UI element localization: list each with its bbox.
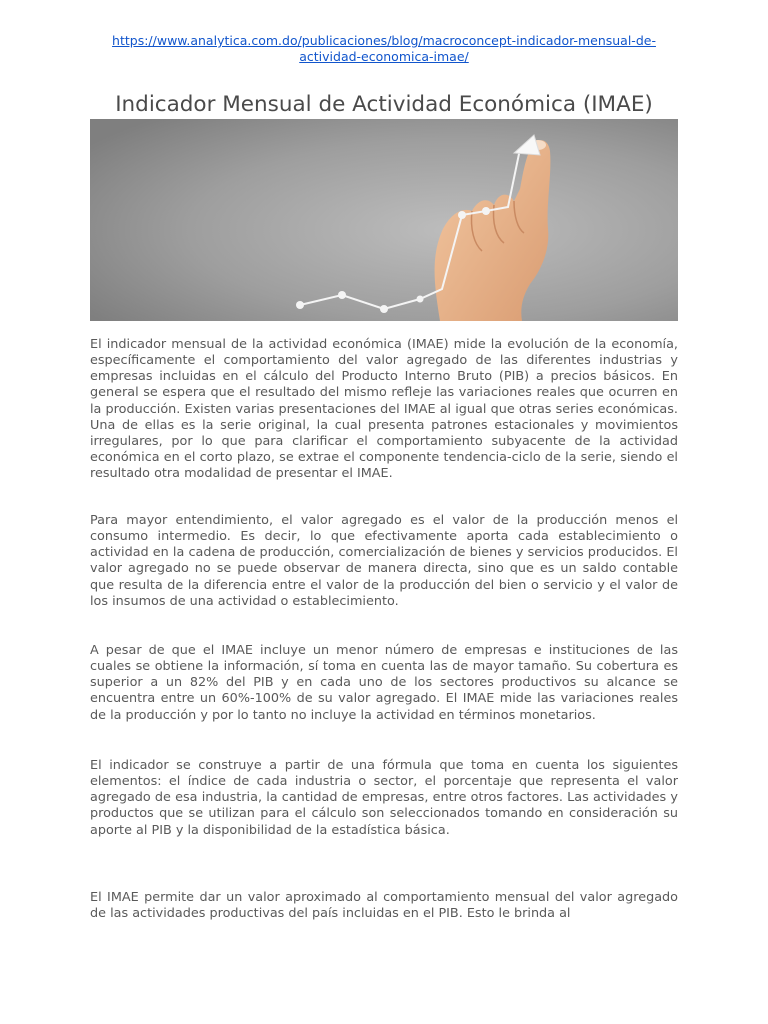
paragraph: El indicador mensual de la actividad económica (IMAE) mide la evolución de la economía, específicamente el comportamiento del valor agregado de las diferentes industrias y empresas incluidas en el cálculo del Producto Interno Bruto (PIB) a precios básicos. En general se espera que el resultado del mismo refleje las variaciones reales que ocurren en la producción. Existen varias presentaciones del IMAE al igual que otras series económicas. Una de ellas es la serie original, la cual presenta patrones estacionales y movimientos irregulares, por lo que para clarificar el comportamiento subyacente de la actividad económica en el corto plazo, se extrae el componente tendencia-ciclo de la serie, siendo el resultado otra modalidad de presentar el IMAE. (90, 337, 678, 482)
page-title: Indicador Mensual de Actividad Económica (IMAE) (115, 92, 653, 117)
hand-pointing-rising-chart-icon (90, 119, 678, 321)
paragraph: El IMAE permite dar un valor aproximado al comportamiento mensual del valor agregado de las actividades productivas del país incluidas en el PIB. Esto le brinda al (90, 890, 678, 922)
paragraph: El indicador se construye a partir de una fórmula que toma en cuenta los siguientes elementos: el índice de cada industria o sector, el porcentaje que representa el valor agregado de esa industria, la cantidad de empresas, entre otros factores. Las actividades y productos que se utilizan para el cálculo son seleccionados tomando en consideración su aporte al PIB y la disponibilidad de la estadística básica. (90, 758, 678, 838)
hero-image (90, 119, 678, 321)
source-link[interactable]: https://www.analytica.com.do/publicaciones/blog/macroconcept-indicador-mensual-de-actividad-economica-imae/ (112, 33, 656, 64)
paragraph: Para mayor entendimiento, el valor agregado es el valor de la producción menos el consumo intermedio. Es decir, lo que efectivamente aporta cada establecimiento o actividad en la cadena de producción, comercialización de bienes y servicios producidos. El valor agregado no se puede observar de manera directa, sino que es un saldo contable que resulta de la diferencia entre el valor de la producción del bien o servicio y el valor de los insumos de una actividad o establecimiento. (90, 513, 678, 609)
paragraph: A pesar de que el IMAE incluye un menor número de empresas e instituciones de las cuales se obtiene la información, sí toma en cuenta las de mayor tamaño. Su cobertura es superior a un 82% del PIB y en cada uno de los sectores productivos su alcance se encuentra entre un 60%-100% de su valor agregado. El IMAE mide las variaciones reales de la producción y por lo tanto no incluye la actividad en términos monetarios. (90, 643, 678, 723)
